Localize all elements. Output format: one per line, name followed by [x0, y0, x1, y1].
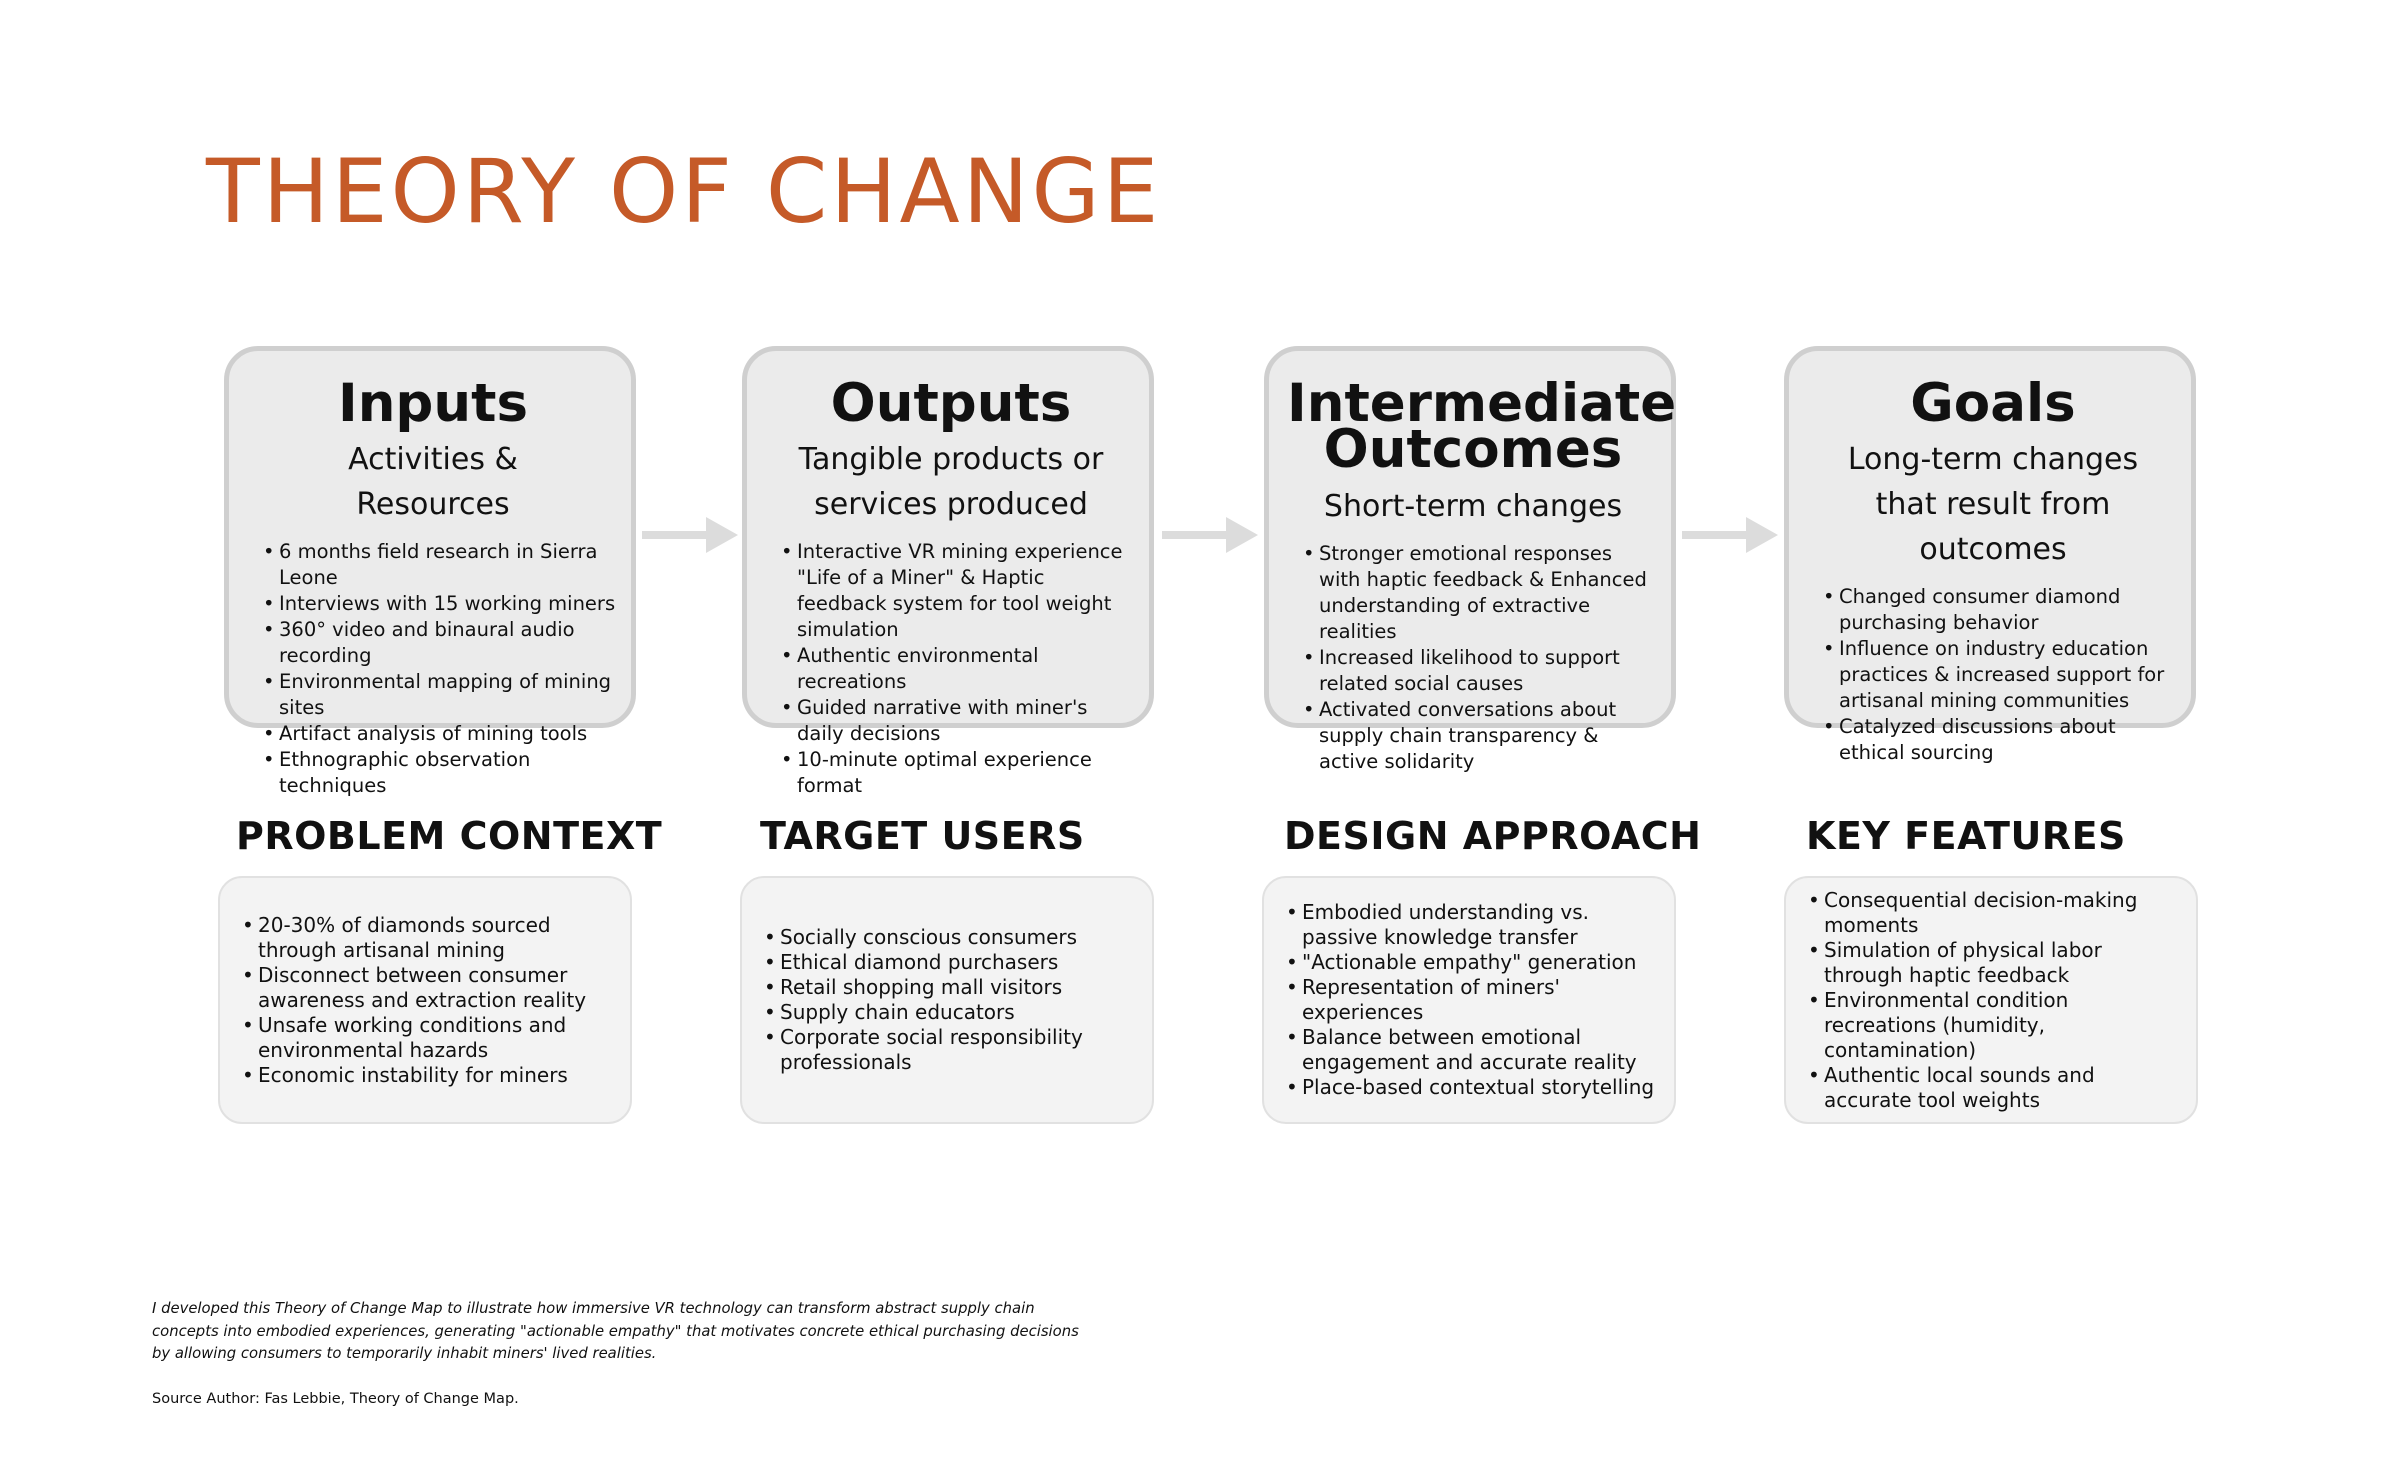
stage-subtitle-line: Short-term changes — [1323, 489, 1623, 524]
list-item: • Changed consumer diamond purchasing behavior — [1823, 584, 2179, 636]
stage-list — [765, 539, 1137, 799]
stage-subtitle — [765, 437, 1137, 527]
list-item: • Interviews with 15 working miners — [263, 591, 619, 617]
list-item: • Increased likelihood to support related social causes — [1303, 645, 1659, 697]
list-item: • Ethnographic observation techniques — [263, 747, 619, 799]
list-item: • Stronger emotional responses with haptic feedback & Enhanced understanding of extractive realities — [1303, 541, 1659, 645]
page-title: THEORY OF CHANGE — [206, 140, 1162, 243]
list-item: • Corporate social responsibility professionals — [764, 1025, 1138, 1075]
card-list — [1792, 888, 2182, 1113]
list-item: • Retail shopping mall visitors — [764, 975, 1138, 1000]
list-item: • Environmental mapping of mining sites — [263, 669, 619, 721]
section-heading-problem-context: PROBLEM CONTEXT — [236, 814, 663, 858]
list-item: • 6 months field research in Sierra Leone — [263, 539, 619, 591]
stage-subtitle-line: Tangible products or — [798, 442, 1104, 477]
list-item: • Embodied understanding vs. passive knowledge transfer — [1286, 900, 1660, 950]
card-problem-context — [218, 876, 632, 1124]
stage-title-line: Outcomes — [1323, 419, 1623, 480]
list-item: • Place-based contextual storytelling — [1286, 1075, 1660, 1100]
list-item: • Authentic local sounds and accurate tool weights — [1808, 1063, 2182, 1113]
list-item: • Ethical diamond purchasers — [764, 950, 1138, 975]
list-item: • Consequential decision-making moments — [1808, 888, 2182, 938]
card-target-users — [740, 876, 1154, 1124]
list-item: • Environmental condition recreations (humidity, contamination) — [1808, 988, 2182, 1063]
list-item: • Activated conversations about supply chain transparency & active solidarity — [1303, 697, 1659, 775]
stage-list — [1807, 584, 2179, 766]
stage-title-line: Intermediate — [1287, 373, 1677, 434]
card-design-approach — [1262, 876, 1676, 1124]
stage-title: Goals — [1910, 373, 2076, 434]
section-heading-design-approach: DESIGN APPROACH — [1284, 814, 1702, 858]
stage-title — [1287, 373, 1677, 480]
list-item: • Interactive VR mining experience "Life of a Miner" & Haptic feedback system for tool weight simulation — [781, 539, 1137, 643]
card-list — [748, 925, 1138, 1075]
list-item: • 20-30% of diamonds sourced through artisanal mining — [242, 913, 616, 963]
stage-subtitle-line: that result from outcomes — [1875, 487, 2111, 567]
stage-subtitle-line: Resources — [356, 487, 510, 522]
stage-subtitle-line: Activities & — [348, 442, 518, 477]
list-item: • Catalyzed discussions about ethical sourcing — [1823, 714, 2179, 766]
stage-subtitle-line: services produced — [814, 487, 1088, 522]
stage-list — [1287, 541, 1659, 775]
list-item: • Unsafe working conditions and environmental hazards — [242, 1013, 616, 1063]
section-heading-key-features: KEY FEATURES — [1806, 814, 2126, 858]
list-item: • 10-minute optimal experience format — [781, 747, 1137, 799]
arrow-right-icon — [1162, 515, 1262, 555]
stage-subtitle — [1287, 487, 1659, 527]
list-item: • Guided narrative with miner's daily decisions — [781, 695, 1137, 747]
list-item: • Disconnect between consumer awareness and extraction reality — [242, 963, 616, 1013]
stage-box-intermediate-outcomes — [1264, 346, 1677, 773]
stage-subtitle — [1807, 437, 2179, 572]
list-item: • Economic instability for miners — [242, 1063, 616, 1088]
card-list — [226, 913, 616, 1088]
list-item: • Simulation of physical labor through haptic feedback — [1808, 938, 2182, 988]
list-item: • Authentic environmental recreations — [781, 643, 1137, 695]
list-item: • Balance between emotional engagement and accurate reality — [1286, 1025, 1660, 1075]
arrow-right-icon — [1682, 515, 1782, 555]
stage-subtitle — [247, 437, 619, 527]
stage-title: Inputs — [337, 373, 528, 434]
list-item: • Influence on industry education practices & increased support for artisanal mining communities — [1823, 636, 2179, 714]
list-item: • Socially conscious consumers — [764, 925, 1138, 950]
source-credit: Source Author: Fas Lebbie, Theory of Change Map. — [152, 1391, 519, 1407]
card-key-features — [1784, 876, 2198, 1124]
list-item: • "Actionable empathy" generation — [1286, 950, 1660, 975]
arrow-right-icon — [642, 515, 742, 555]
stage-subtitle-line: Long-term changes — [1847, 442, 2139, 477]
footnote: I developed this Theory of Change Map to illustrate how immersive VR technology can transform abstract supply chain concepts into embodied experiences, generating "actionable empathy" that motivates concrete ethical purchasing decisions by allowing consumers to temporarily inhabit miners' lived realities. — [152, 1300, 1079, 1362]
card-list — [1270, 900, 1660, 1100]
list-item: • Supply chain educators — [764, 1000, 1138, 1025]
list-item: • Artifact analysis of mining tools — [263, 721, 619, 747]
stage-title: Outputs — [830, 373, 1072, 434]
list-item: • 360° video and binaural audio recording — [263, 617, 619, 669]
stage-box-inputs — [224, 346, 636, 797]
stage-box-goals — [1784, 346, 2196, 764]
section-heading-target-users: TARGET USERS — [760, 814, 1085, 858]
stage-box-outputs — [742, 346, 1154, 797]
list-item: • Representation of miners' experiences — [1286, 975, 1660, 1025]
stage-list — [247, 539, 619, 799]
